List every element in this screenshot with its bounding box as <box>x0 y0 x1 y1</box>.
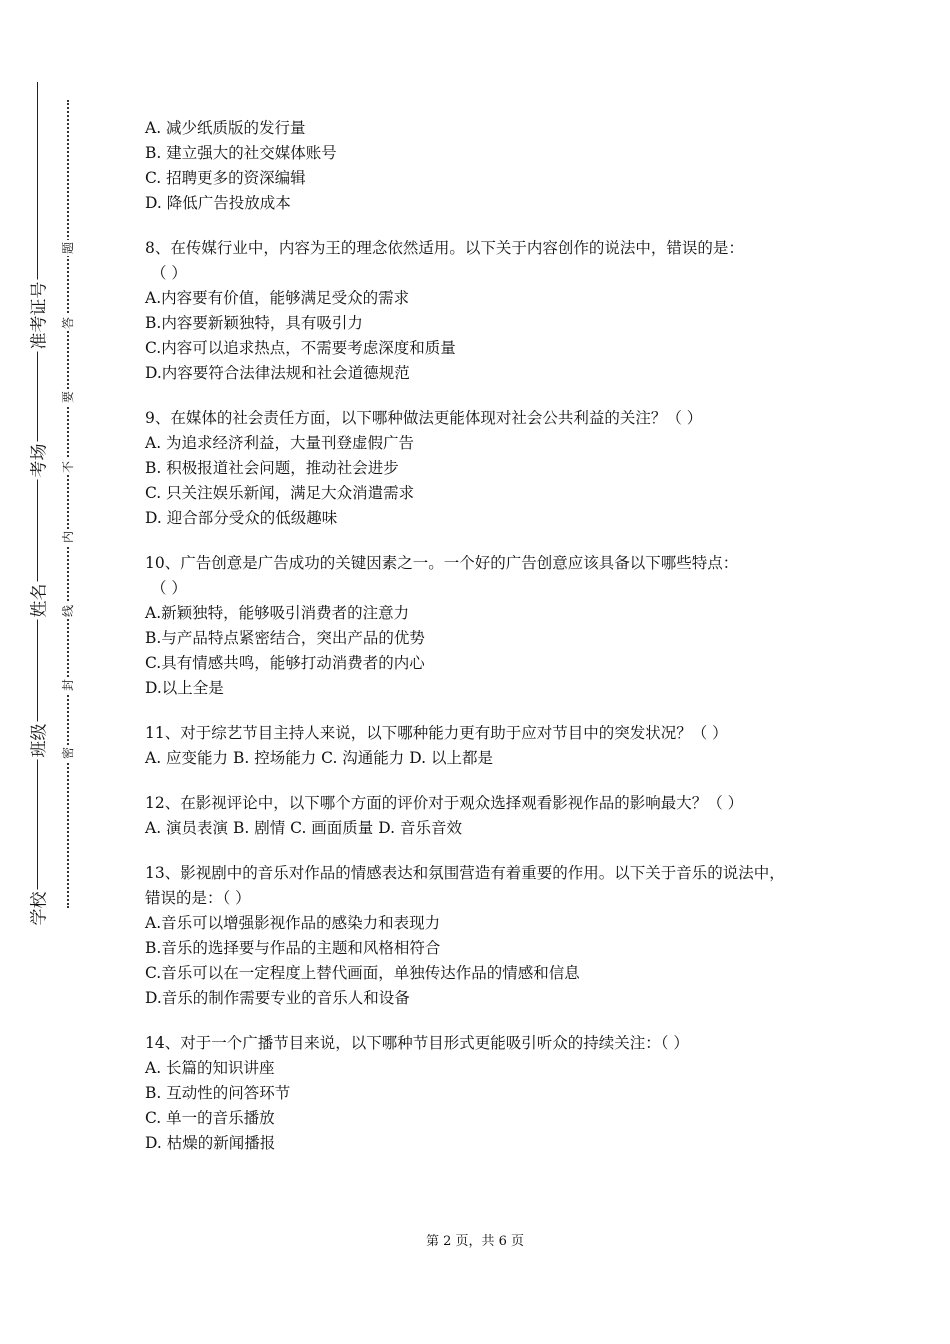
answer-paren: （ ） <box>151 579 187 597</box>
student-name-field: 姓名 <box>22 570 52 630</box>
option: C. 招聘更多的资深编辑 <box>145 169 306 187</box>
question-11 <box>145 721 825 771</box>
exam-room-field: 考场 <box>22 430 52 490</box>
question-stem: 14、对于一个广播节目来说，以下哪种节目形式更能吸引听众的持续关注：（ ） <box>145 1034 689 1052</box>
option: D. 枯燥的新闻播报 <box>145 1134 276 1152</box>
question-14 <box>145 1031 825 1156</box>
question-stem: 10、广告创意是广告成功的关键因素之一。一个好的广告创意应该具备以下哪些特点： <box>145 554 739 572</box>
question-9 <box>145 406 825 531</box>
option: B. 积极报道社会问题，推动社会进步 <box>145 459 399 477</box>
seal-char: 不 <box>60 460 75 474</box>
question-7-options <box>145 116 825 216</box>
option: B. 建立强大的社交媒体账号 <box>145 144 337 162</box>
option: D. 降低广告投放成本 <box>145 194 291 212</box>
seal-char: 线 <box>60 604 75 618</box>
question-10 <box>145 551 825 701</box>
option: A. 长篇的知识讲座 <box>145 1059 275 1077</box>
option: B.与产品特点紧密结合，突出产品的优势 <box>145 629 425 647</box>
question-stem: 12、在影视评论中，以下哪个方面的评价对于观众选择观看影视作品的影响最大？（ ） <box>145 794 744 812</box>
seal-char: 要 <box>60 390 75 404</box>
option: C.内容可以追求热点，不需要考虑深度和质量 <box>145 339 456 357</box>
seal-dotted-line <box>67 100 69 908</box>
seal-char: 答 <box>60 316 75 330</box>
option: C. 只关注娱乐新闻，满足大众消遣需求 <box>145 484 415 502</box>
option: B.音乐的选择要与作品的主题和风格相符合 <box>145 939 441 957</box>
option: D. 迎合部分受众的低级趣味 <box>145 509 338 527</box>
seal-char: 密 <box>60 746 75 760</box>
school-field: 学校 <box>22 878 52 938</box>
option: B.内容要新颖独特，具有吸引力 <box>145 314 363 332</box>
question-stem: 8、在传媒行业中，内容为王的理念依然适用。以下关于内容创作的说法中，错误的是： <box>145 239 744 257</box>
question-13 <box>145 861 825 1011</box>
answer-paren: （ ） <box>151 264 187 282</box>
option: D.内容要符合法律法规和社会道德规范 <box>145 364 410 382</box>
option: A.音乐可以增强影视作品的感染力和表现力 <box>145 914 441 932</box>
question-stem: 9、在媒体的社会责任方面，以下哪种做法更能体现对社会公共利益的关注？（ ） <box>145 409 703 427</box>
question-stem: 11、对于综艺节目主持人来说，以下哪种能力更有助于应对节目中的突发状况？（ ） <box>145 724 728 742</box>
seal-char: 封 <box>60 678 75 692</box>
question-stem: 13、影视剧中的音乐对作品的情感表达和氛围营造有着重要的作用。以下关于音乐的说法中， <box>145 864 785 882</box>
option: A. 减少纸质版的发行量 <box>145 119 306 137</box>
question-8 <box>145 236 825 386</box>
page-number: 第 2 页，共 6 页 <box>425 1234 525 1249</box>
question-12 <box>145 791 825 841</box>
option: C.音乐可以在一定程度上替代画面，单独传达作品的情感和信息 <box>145 964 580 982</box>
option-line: A. 演员表演 B. 剧情 C. 画面质量 D. 音乐音效 <box>145 819 462 837</box>
option: C. 单一的音乐播放 <box>145 1109 275 1127</box>
option: B. 互动性的问答环节 <box>145 1084 291 1102</box>
option: A.内容要有价值，能够满足受众的需求 <box>145 289 410 307</box>
exam-number-field: 准考证号 <box>22 255 52 375</box>
seal-char: 题 <box>60 241 75 255</box>
binding-line <box>37 82 38 922</box>
class-field: 班级 <box>22 710 52 770</box>
option: D.音乐的制作需要专业的音乐人和设备 <box>145 989 410 1007</box>
option-line: A. 应变能力 B. 控场能力 C. 沟通能力 D. 以上都是 <box>145 749 493 767</box>
option: A.新颖独特，能够吸引消费者的注意力 <box>145 604 410 622</box>
question-stem-continued: 错误的是：（ ） <box>145 889 251 907</box>
option: C.具有情感共鸣，能够打动消费者的内心 <box>145 654 425 672</box>
question-content <box>145 116 825 1176</box>
option: D.以上全是 <box>145 679 224 697</box>
seal-char: 内 <box>60 530 75 544</box>
option: A. 为追求经济利益，大量刊登虚假广告 <box>145 434 415 452</box>
